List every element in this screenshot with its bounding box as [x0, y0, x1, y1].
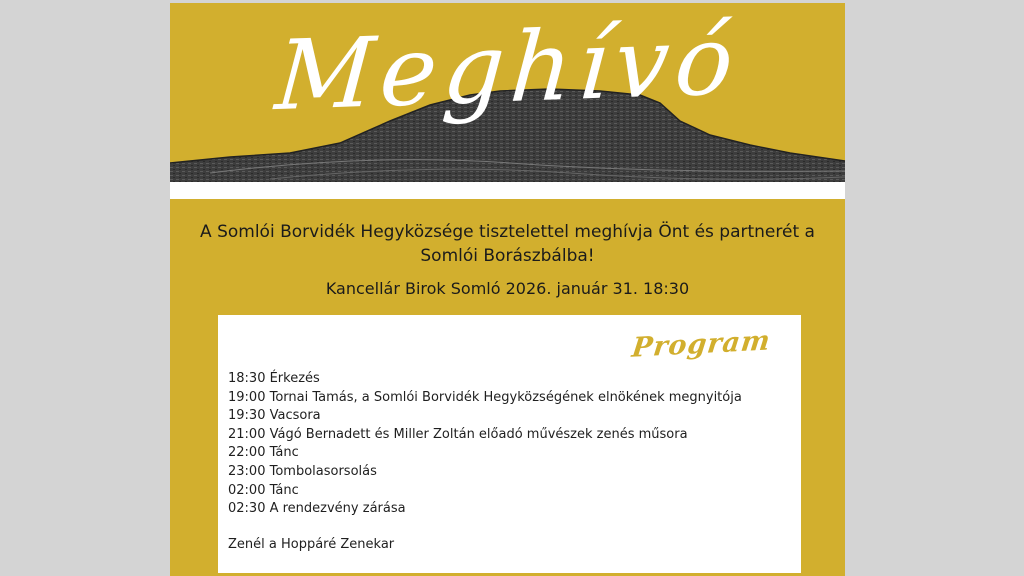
header-banner [170, 3, 845, 182]
page-title: Meghívó [272, 3, 743, 133]
schedule-list [228, 370, 742, 519]
schedule-item: 21:00 Vágó Bernadett és Miller Zoltán előadó művészek zenés műsora [228, 426, 688, 442]
schedule-item: 02:30 A rendezvény zárása [228, 501, 406, 517]
schedule-item: 02:00 Tánc [228, 482, 299, 498]
invitation-card [170, 3, 845, 576]
schedule-item: 19:00 Tornai Tamás, a Somlói Borvidék Hegyközségének elnökének megnyitója [228, 389, 742, 405]
schedule-item: 23:00 Tombolasorsolás [228, 463, 377, 479]
schedule-item: 22:00 Tánc [228, 445, 299, 461]
band-credit: Zenél a Hoppáré Zenekar [228, 537, 395, 552]
schedule-item: 18:30 Érkezés [228, 371, 320, 386]
program-box [218, 315, 801, 573]
divider-band [170, 182, 845, 199]
program-title: Program [630, 325, 773, 364]
schedule-item: 19:30 Vacsora [228, 408, 321, 424]
venue-date-text: Kancellár Birok Somló 2026. január 31. 18:30 [325, 279, 690, 298]
invitation-text: A Somlói Borvidék Hegyközsége tisztelettel meghívja Önt és partnerét a Somlói Borászbálba! [200, 222, 815, 266]
